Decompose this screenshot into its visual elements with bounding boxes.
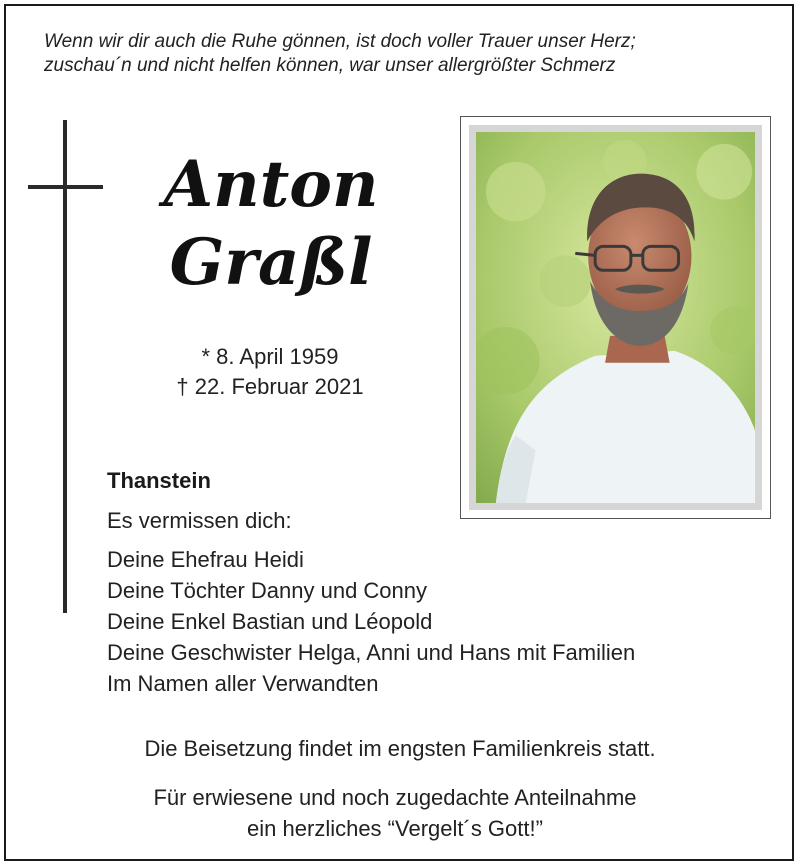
relative-line: Deine Ehefrau Heidi: [107, 547, 304, 572]
life-dates: [150, 342, 390, 402]
thanks-line-2: ein herzliches “Vergelt´s Gott!”: [247, 816, 543, 841]
portrait-frame: [460, 116, 771, 519]
memorial-poem: [44, 30, 774, 78]
deceased-name: [140, 146, 402, 302]
first-name: Anton: [163, 147, 379, 222]
last-name: Graßl: [169, 225, 373, 300]
thanks-line-1: Für erwiesene und noch zugedachte Anteilnahme: [153, 785, 637, 810]
photo-mat: [469, 125, 762, 510]
relative-line: Deine Enkel Bastian und Léopold: [107, 609, 433, 634]
portrait-photo: [476, 132, 755, 503]
death-date: † 22. Februar 2021: [176, 374, 364, 399]
relatives-list: [107, 544, 787, 699]
portrait-image: [476, 132, 755, 503]
poem-line-1: Wenn wir dir auch die Ruhe gönnen, ist doch voller Trauer unser Herz;: [44, 31, 636, 52]
relative-line: Im Namen aller Verwandten: [107, 671, 379, 696]
poem-line-2: zuschau´n und nicht helfen können, war unser allergrößter Schmerz: [44, 55, 616, 76]
relative-line: Deine Geschwister Helga, Anni und Hans mit Familien: [107, 640, 636, 665]
funeral-note: Die Beisetzung findet im engsten Familienkreis statt.: [144, 736, 656, 761]
thanks-note: [0, 782, 790, 844]
place-of-residence: Thanstein: [107, 468, 211, 493]
birth-date: * 8. April 1959: [201, 344, 339, 369]
missed-by-intro: Es vermissen dich:: [107, 508, 292, 533]
cross-vertical-bar: [63, 120, 67, 613]
cross-horizontal-bar: [28, 185, 103, 189]
relative-line: Deine Töchter Danny und Conny: [107, 578, 428, 603]
